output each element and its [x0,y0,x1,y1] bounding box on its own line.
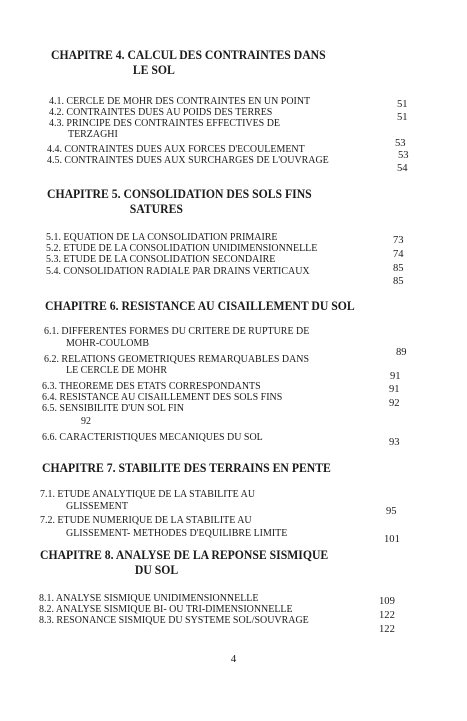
entry-text: 5.3. ETUDE DE LA CONSOLIDATION SECONDAIRE [46,254,276,265]
chapter-title [45,299,355,314]
entry-page: 53 [395,138,406,149]
entry-text: 5.2. ETUDE DE LA CONSOLIDATION UNIDIMENSIONNELLE [46,243,318,254]
entry-text: 7.2. ETUDE NUMERIQUE DE LA STABILITE AU [40,515,252,526]
entry-text: 4.2. CONTRAINTES DUES AU POIDS DES TERRES [49,107,273,118]
entry-text: 8.2. ANALYSE SISMIQUE BI- OU TRI-DIMENSIONNELLE [39,604,293,615]
entry-page: 92 [389,398,400,409]
chapter-title [40,548,328,578]
entry-page: 85 [393,276,404,287]
chapter-title [47,187,312,217]
chapter-title-line1: CHAPITRE 8. ANALYSE DE LA REPONSE SISMIQUE [40,548,329,562]
entry-page: 122 [379,624,395,635]
chapter-title-line1: CHAPITRE 4. CALCUL DES CONTRAINTES DANS [51,48,326,62]
entry-text-continued: 92 [81,416,91,427]
entry-page: 89 [396,347,407,358]
entry-text: 8.3. RESONANCE SISMIQUE DU SYSTEME SOL/SOUVRAGE [39,615,309,626]
entry-text-continued: MOHR-COULOMB [66,338,149,349]
chapter-title-line2: SATURES [129,202,183,216]
entry-text: 4.3. PRINCIPE DES CONTRAINTES EFFECTIVES DE [49,118,280,129]
entry-text-continued: GLISSEMENT- METHODES D'EQUILIBRE LIMITE [66,528,288,539]
entry-page: 91 [390,371,401,382]
chapter-title-line1: CHAPITRE 6. RESISTANCE AU CISAILLEMENT DU SOL [45,299,355,313]
entry-text: 5.1. EQUATION DE LA CONSOLIDATION PRIMAIRE [46,232,278,243]
chapter-title-line1: CHAPITRE 7. STABILITE DES TERRAINS EN PENTE [42,461,331,475]
entry-text-continued: LE CERCLE DE MOHR [66,365,167,376]
entry-text: 4.5. CONTRAINTES DUES AUX SURCHARGES DE L'OUVRAGE [47,155,329,166]
entry-page: 54 [397,163,408,174]
entry-text: 6.5. SENSIBILITE D'UN SOL FIN [42,403,184,414]
entry-page: 73 [393,235,404,246]
entry-page: 51 [397,112,408,123]
entry-text: 5.4. CONSOLIDATION RADIALE PAR DRAINS VERTICAUX [46,266,310,277]
entry-text-continued: TERZAGHI [68,129,118,140]
entry-text: 4.1. CERCLE DE MOHR DES CONTRAINTES EN UN POINT [49,96,311,107]
entry-page: 109 [379,596,395,607]
entry-page: 51 [397,99,408,110]
entry-page: 122 [379,610,395,621]
page-number: 4 [230,653,237,665]
entry-page: 101 [384,534,400,545]
entry-page: 53 [398,150,409,161]
chapter-title [51,48,326,78]
entry-text: 6.3. THEOREME DES ETATS CORRESPONDANTS [42,381,261,392]
entry-page: 74 [393,249,404,260]
entry-text: 7.1. ETUDE ANALYTIQUE DE LA STABILITE AU [40,489,256,500]
entry-page: 85 [393,263,404,274]
entry-text: 4.4. CONTRAINTES DUES AUX FORCES D'ECOULEMENT [47,144,305,155]
entry-text: 6.4. RESISTANCE AU CISAILLEMENT DES SOLS FINS [42,392,283,403]
entry-page: 93 [389,437,400,448]
chapter-title-line2: LE SOL [132,63,175,77]
entry-page: 91 [389,384,400,395]
chapter-title-line1: CHAPITRE 5. CONSOLIDATION DES SOLS FINS [47,187,312,201]
entry-text: 6.2. RELATIONS GEOMETRIQUES REMARQUABLES DANS [44,354,310,365]
entry-text-continued: GLISSEMENT [66,501,128,512]
chapter-title [42,461,331,476]
entry-text: 8.1. ANALYSE SISMIQUE UNIDIMENSIONNELLE [39,593,259,604]
chapter-title-line2: DU SOL [134,563,179,577]
entry-page: 95 [386,506,397,517]
entry-text: 6.6. CARACTERISTIQUES MECANIQUES DU SOL [42,432,263,443]
entry-text: 6.1. DIFFERENTES FORMES DU CRITERE DE RUPTURE DE [44,326,310,337]
